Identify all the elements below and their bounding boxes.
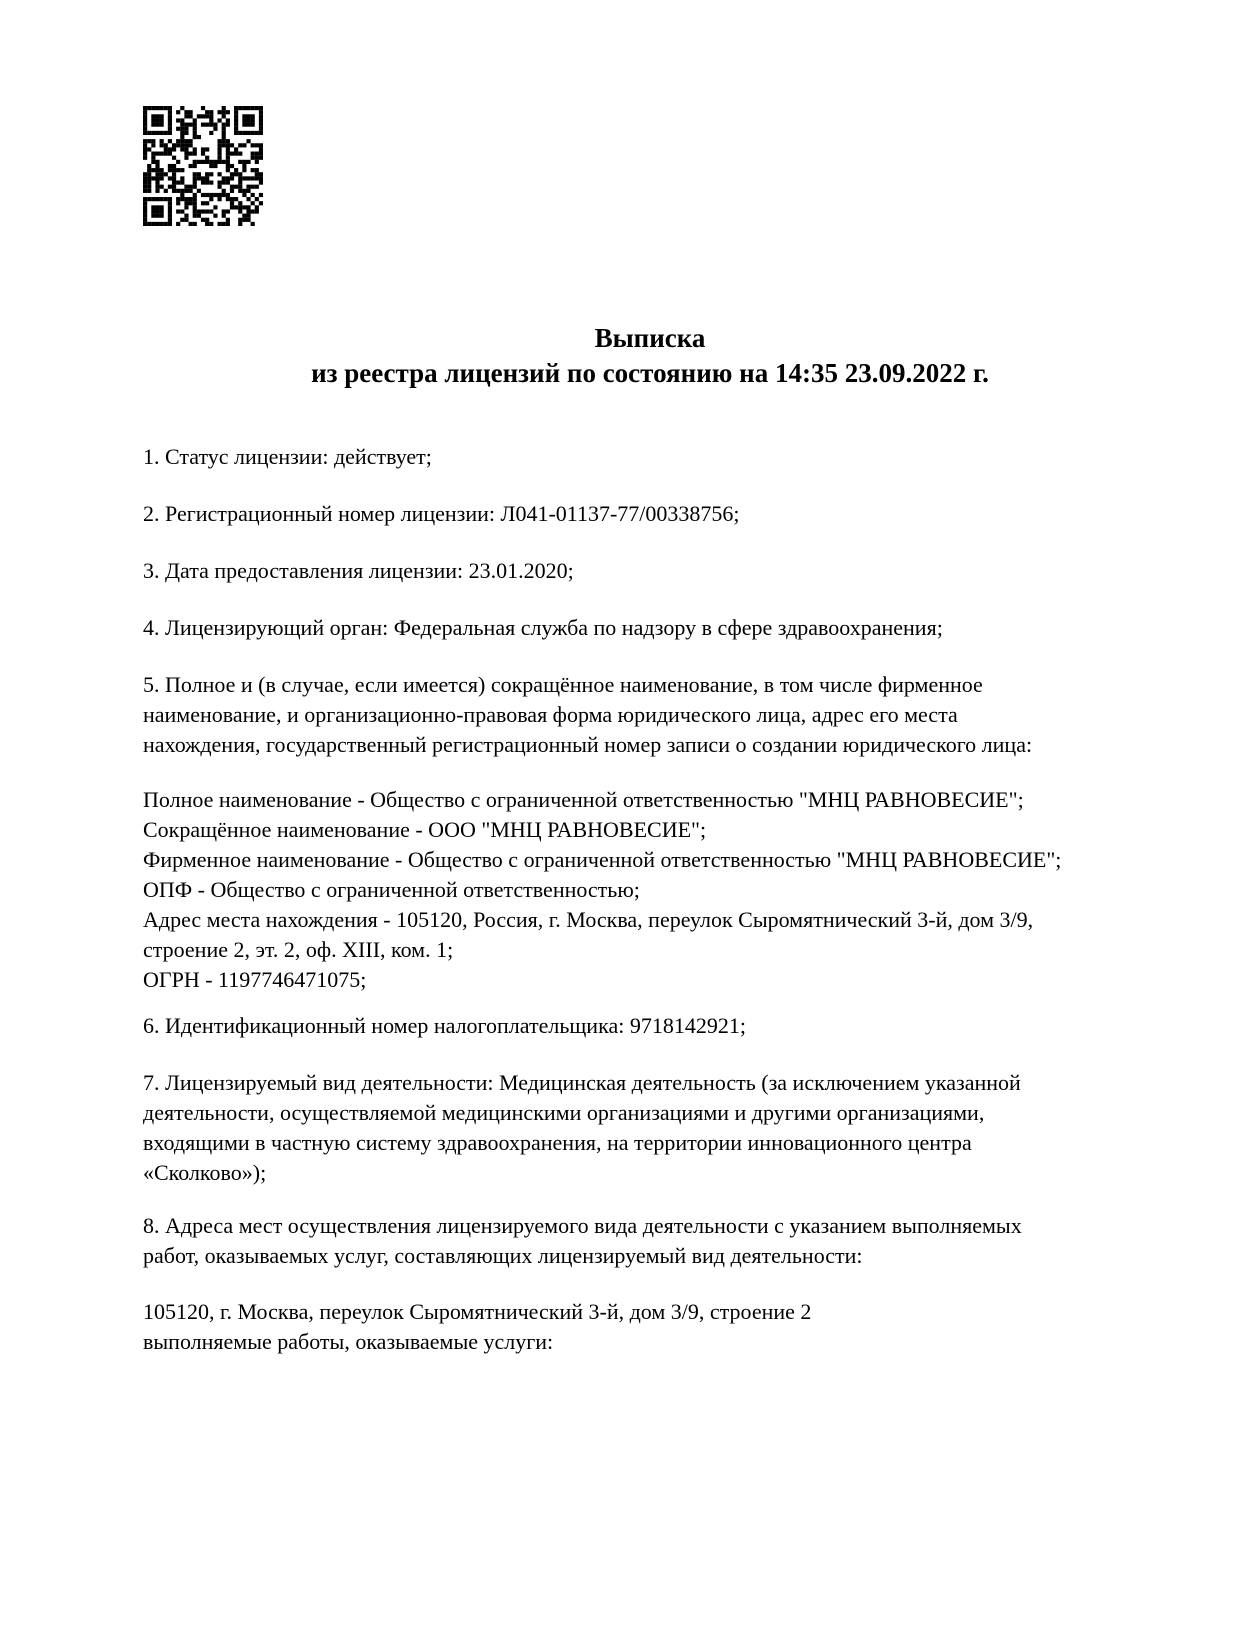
item-inn: 6. Идентификационный номер налогоплательщика: 9718142921; [143,1013,746,1038]
activity-address: 105120, г. Москва, переулок Сыромятнический 3-й, дом 3/9, строение 2 выполняемые работы, оказываемые услуги: [143,1299,812,1354]
item-issue-date: 3. Дата предоставления лицензии: 23.01.2020; [143,558,574,583]
short-name-line: Сокращённое наименование - ООО "МНЦ РАВНОВЕСИЕ"; [143,817,707,842]
ogrn-line: ОГРН - 1197746471075; [143,967,367,992]
organization-details [143,785,1183,995]
item-license-status: 1. Статус лицензии: действует; [143,444,432,469]
brand-name-line: Фирменное наименование - Общество с ограниченной ответственностью "МНЦ РАВНОВЕСИЕ"; [143,847,1062,872]
address-line: Адрес места нахождения - 105120, Россия, г. Москва, переулок Сыромятнический 3-й, дом 3/9, [143,907,1034,932]
legal-form-line: ОПФ - Общество с ограниченной ответственностью; [143,877,640,902]
qr-code [143,106,263,226]
document-subtitle: из реестра лицензий по состоянию на 14:35 23.09.2022 г. [311,358,989,388]
address-line-cont: строение 2, эт. 2, оф. XIII, ком. 1; [143,937,454,962]
item-activity-type: 7. Лицензируемый вид деятельности: Медицинская деятельность (за исключением указанной деятельности, осуществляемой медицинскими организациями и другими организациями, входящими в частную систему здравоохранения, на территории инновационного центра «Сколково»); [143,1070,1021,1185]
item-registration-number: 2. Регистрационный номер лицензии: Л041-01137-77/00338756; [143,501,740,526]
item-activity-addresses: 8. Адреса мест осуществления лицензируемого вида деятельности с указанием выполняемых работ, оказываемых услуг, составляющих лицензируемый вид деятельности: [143,1213,1022,1268]
document-title: Выписка [594,323,706,353]
item-organization-heading: 5. Полное и (в случае, если имеется) сокращённое наименование, в том числе фирменное наименование, и организационно-правовая форма юридического лица, адрес его места нахождения, государственный регистрационный номер записи о создании юридического лица: [143,672,1033,757]
item-licensing-authority: 4. Лицензирующий орган: Федеральная служба по надзору в сфере здравоохранения; [143,615,943,640]
full-name-line: Полное наименование - Общество с ограниченной ответственностью "МНЦ РАВНОВЕСИЕ"; [143,787,1024,812]
